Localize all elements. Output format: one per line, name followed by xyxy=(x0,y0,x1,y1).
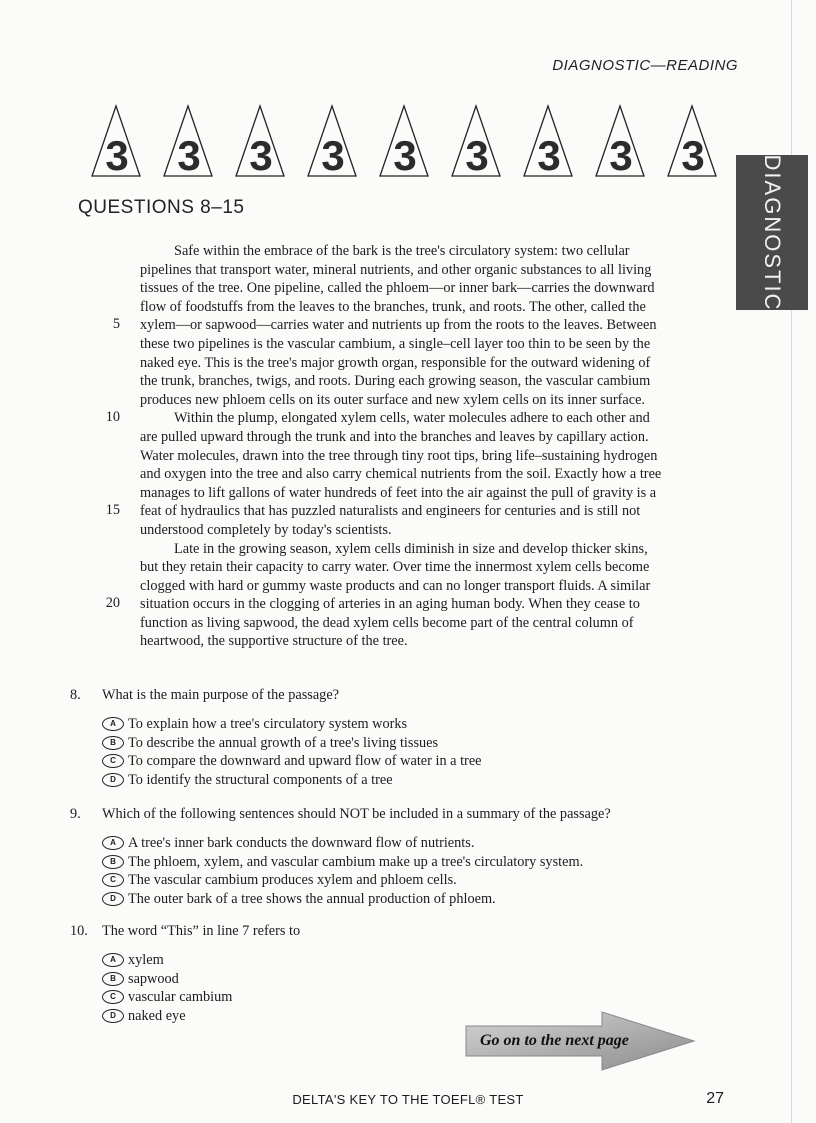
answer-text: A tree's inner bark conducts the downward flow of nutrients. xyxy=(128,835,475,851)
question-9 xyxy=(70,806,611,908)
svg-text:3: 3 xyxy=(465,132,489,179)
passage-line: heartwood, the supportive structure of the tree. xyxy=(140,633,408,650)
question-text: What is the main purpose of the passage? xyxy=(102,687,340,703)
question-stem xyxy=(70,687,482,707)
answer-option[interactable] xyxy=(102,951,300,970)
passage-line: but they retain their capacity to carry water. Over time the innermost xylem cells become xyxy=(140,559,650,576)
passage-line: naked eye. This is the tree's major growth organ, responsible for the outward widening of xyxy=(140,354,651,371)
svg-text:3: 3 xyxy=(393,132,417,179)
answer-text: To identify the structural components of a tree xyxy=(128,771,393,788)
svg-text:3: 3 xyxy=(249,132,273,179)
question-number: 8. xyxy=(70,687,81,703)
passage-line: xylem—or sapwood—carries water and nutrients up from the roots to the leaves. Between xyxy=(140,317,657,334)
answer-option[interactable] xyxy=(102,715,482,734)
svg-text:3: 3 xyxy=(177,132,201,179)
question-number: 10. xyxy=(70,923,88,939)
answer-option[interactable] xyxy=(102,970,300,989)
answer-text: The vascular cambium produces xylem and phloem cells. xyxy=(128,872,457,888)
line-number: 10 xyxy=(105,409,120,426)
passage-line: are pulled upward through the trunk and into the branches and leaves by capillary action. xyxy=(140,428,649,445)
svg-text:3: 3 xyxy=(105,132,129,179)
question-text: The word “This” in line 7 refers to xyxy=(102,923,301,939)
page-number: 27 xyxy=(706,1090,724,1107)
passage-line: function as living sapwood, the dead xylem cells become part of the central column of xyxy=(140,614,634,631)
answer-option[interactable] xyxy=(102,871,611,890)
answer-text: The phloem, xylem, and vascular cambium make up a tree's circulatory system. xyxy=(128,853,584,870)
section-triangle-icon xyxy=(90,104,142,182)
answer-text: xylem xyxy=(128,952,164,968)
next-page-button[interactable] xyxy=(462,1010,698,1072)
answer-option[interactable] xyxy=(102,771,482,790)
passage-line: Safe within the embrace of the bark is the tree's circulatory system: two cellular xyxy=(174,243,630,259)
section-header: DIAGNOSTIC—READING xyxy=(552,57,738,74)
passage-line: produces new phloem cells on its outer surface and new xylem cells on its inner surface. xyxy=(140,391,645,408)
svg-text:3: 3 xyxy=(537,132,561,179)
section-triangle-icon xyxy=(450,104,502,182)
passage-line: the trunk, branches, twigs, and roots. During each growing season, the vascular cambium xyxy=(140,373,651,390)
svg-text:3: 3 xyxy=(609,132,633,179)
diagnostic-side-tab xyxy=(736,155,808,310)
question-number: 9. xyxy=(70,806,81,822)
next-page-label: Go on to the next page xyxy=(480,1032,629,1049)
section-triangle-icon xyxy=(234,104,286,182)
answer-bubble-icon[interactable]: A xyxy=(102,953,124,967)
answer-bubble-icon[interactable]: C xyxy=(102,873,124,887)
answer-bubble-icon[interactable]: D xyxy=(102,1009,124,1023)
answer-bubble-icon[interactable]: A xyxy=(102,836,124,850)
questions-title: QUESTIONS 8–15 xyxy=(78,197,245,218)
answer-bubble-icon[interactable]: C xyxy=(102,754,124,768)
answer-text: The outer bark of a tree shows the annual production of phloem. xyxy=(128,890,496,907)
answer-text: To describe the annual growth of a tree's living tissues xyxy=(128,734,439,751)
answer-bubble-icon[interactable]: C xyxy=(102,990,124,1004)
answer-bubble-icon[interactable]: A xyxy=(102,717,124,731)
line-number: 5 xyxy=(112,316,120,333)
passage-line: clogged with hard or gummy waste products and can no longer transport fluids. A similar xyxy=(140,577,651,594)
question-10 xyxy=(70,923,300,1025)
answer-option[interactable] xyxy=(102,890,611,909)
answer-option[interactable] xyxy=(102,752,482,771)
passage-line: feat of hydraulics that has puzzled naturalists and engineers for centuries and is still not xyxy=(140,503,641,520)
passage-line: tissues of the tree. One pipeline, called the phloem—or inner bark—carries the downward xyxy=(140,280,655,297)
question-8 xyxy=(70,687,482,789)
passage-line: these two pipelines is the vascular cambium, a single–cell layer too thin to be seen by the xyxy=(140,335,651,352)
question-stem xyxy=(70,806,611,826)
answer-text: To compare the downward and upward flow of water in a tree xyxy=(128,753,482,769)
svg-text:3: 3 xyxy=(681,132,705,179)
answer-bubble-icon[interactable]: B xyxy=(102,855,124,869)
question-stem xyxy=(70,923,300,943)
answer-text: sapwood xyxy=(128,970,179,987)
answer-text: vascular cambium xyxy=(128,989,233,1005)
passage-line: pipelines that transport water, mineral nutrients, and other organic substances to all living xyxy=(140,261,652,278)
passage-line: Late in the growing season, xylem cells diminish in size and develop thicker skins, xyxy=(174,540,648,557)
question-text: Which of the following sentences should NOT be included in a summary of the passage? xyxy=(102,806,611,822)
section-triangle-icon xyxy=(522,104,574,182)
section-triangle-icon xyxy=(306,104,358,182)
answer-bubble-icon[interactable]: D xyxy=(102,773,124,787)
answer-option[interactable] xyxy=(102,834,611,853)
answer-bubble-icon[interactable]: B xyxy=(102,736,124,750)
answer-text: To explain how a tree's circulatory system works xyxy=(128,716,408,732)
answer-option[interactable] xyxy=(102,853,611,872)
line-number: 15 xyxy=(105,502,120,519)
section-triangle-icon xyxy=(594,104,646,182)
passage-line: manages to lift gallons of water hundreds of feet into the air against the pull of gravity is a xyxy=(140,484,657,501)
section-triangle-icon xyxy=(378,104,430,182)
line-number: 20 xyxy=(105,595,120,612)
answer-option[interactable] xyxy=(102,988,300,1007)
answer-option[interactable] xyxy=(102,1007,300,1026)
section-triangle-icon xyxy=(666,104,718,182)
passage-line: Water molecules, drawn into the tree through tiny root tips, bring life–sustaining hydrogen xyxy=(140,447,658,464)
footer-title: DELTA'S KEY TO THE TOEFL® TEST xyxy=(292,1092,524,1107)
answer-bubble-icon[interactable]: D xyxy=(102,892,124,906)
answer-option[interactable] xyxy=(102,734,482,753)
answer-bubble-icon[interactable]: B xyxy=(102,972,124,986)
answer-text: naked eye xyxy=(128,1007,186,1024)
passage-line: situation occurs in the clogging of arteries in an aging human body. When they cease to xyxy=(140,596,640,613)
triangle-row xyxy=(90,104,730,184)
passage-line: and oxygen into the tree and also carry chemical nutrients from the soil. Exactly how a tree xyxy=(140,466,662,483)
svg-text:3: 3 xyxy=(321,132,345,179)
section-triangle-icon xyxy=(162,104,214,182)
passage-line: Within the plump, elongated xylem cells, water molecules adhere to each other and xyxy=(174,410,650,427)
reading-passage xyxy=(140,242,680,651)
side-tab-label: DIAGNOSTIC xyxy=(760,154,785,311)
passage-line: flow of foodstuffs from the leaves to the branches, trunk, and roots. The other, called the xyxy=(140,298,646,315)
passage-line: understood completely by today's scientists. xyxy=(140,521,392,538)
